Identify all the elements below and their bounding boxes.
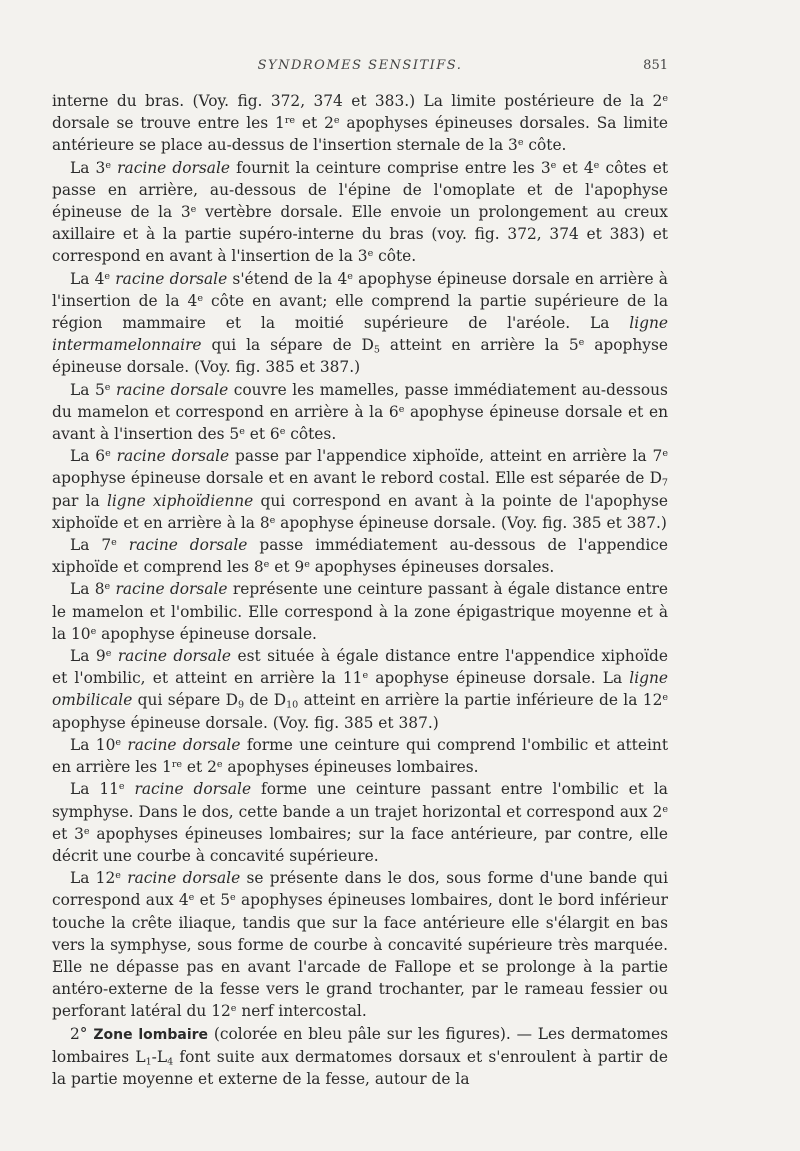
paragraph-racine-d9: La 9e racine dorsale est située à égale distance entre l'appendice xiphoïde et l'ombilic, et atteint en arrière la 11e apophyse épineuse dorsale. La ligne ombilicale qui sépare $D_9$ de $D_{10}$ atteint en arrière la partie inférieure de la 12e apophyse épineuse dorsale. (Voy. fig. 385 et 387.): [52, 647, 669, 732]
page-number: 851: [643, 58, 668, 73]
paragraph-racine-d12: La 12e racine dorsale se présente dans le dos, sous forme d'une bande qui correspond aux 4e et 5e apophyses épineuses lombaires, dont le bord inférieur touche la crête iliaque, tandis que sur la face antérieure elle s'élargit en bas vers la symphyse, sous forme de courbe à concavité supérieure très marquée. Elle ne dépasse pas en avant l'arcade de Fallope et se prolonge à la partie antéro-externe de la fesse vers le grand trochanter, par le rameau fessier ou perforant latéral du 12e nerf intercostal.: [52, 869, 668, 1021]
paragraph-continuation: interne du bras. (Voy. fig. 372, 374 et 383.) La limite postérieure de la 2e dorsale se trouve entre les 1re et 2e apophyses épineuses dorsales. Sa limite antérieure se place au-dessus de l'insertion sternale de la 3e côte.: [52, 92, 668, 155]
paragraph-racine-d7: La 7e racine dorsale passe immédiatement au-dessous de l'appendice xiphoïde et comprend les 8e et 9e apophyses épineuses dorsales.: [52, 536, 668, 577]
paragraph-racine-d8: La 8e racine dorsale représente une ceinture passant à égale distance entre le mamelon et l'ombilic. Elle correspond à la zone épigastrique moyenne et à la 10e apophyse épineuse dorsale.: [52, 580, 668, 643]
body-text: [52, 90, 668, 1090]
running-title: SYNDROMES SENSITIFS.: [257, 58, 463, 73]
paragraph-racine-d11: La 11e racine dorsale forme une ceinture passant entre l'ombilic et la symphyse. Dans le dos, cette bande a un trajet horizontal et correspond aux 2e et 3e apophyses épineuses lombaires; sur la face antérieure, par contre, elle décrit une courbe à concavité supérieure.: [52, 780, 668, 865]
paragraph-racine-d5: La 5e racine dorsale couvre les mamelles, passe immédiatement au-dessous du mamelon et correspond en arrière à la 6e apophyse épineuse dorsale et en avant à l'insertion des 5e et 6e côtes.: [52, 380, 669, 444]
paragraph-racine-d4: La 4e racine dorsale s'étend de la 4e apophyse épineuse dorsale en arrière à l'insertion de la 4e côte en avant; elle comprend la partie supérieure de la région mammaire et la moitié supérieure de l'aréole. La ligne intermamelonnaire qui la sépare de $D_5$ atteint en arrière la 5e apophyse épineuse dorsale. (Voy. fig. 385 et 387.): [52, 269, 669, 377]
paragraph-racine-d3: La 3e racine dorsale fournit la ceinture comprise entre les 3e et 4e côtes et passe en arrière, au-dessous de l'épine de l'omoplate et de l'apophyse épineuse de la 3e vertèbre dorsale. Elle envoie un prolongement au creux axillaire et à la partie supéro-interne du bras (voy. fig. 372, 374 et 383) et correspond en avant à l'insertion de la 3e côte.: [52, 158, 669, 266]
paragraph-racine-d6: La 6e racine dorsale passe par l'appendice xiphoïde, atteint en arrière la 7e apophyse épineuse dorsale et en avant le rebord costal. Elle est séparée de $D_7$ par la ligne xiphoïdienne qui correspond en avant à la pointe de l'apophyse xiphoïde et en arrière à la 8e apophyse épineuse dorsale. (Voy. fig. 385 et 387.): [52, 447, 668, 532]
paragraph-zone-lombaire: 2° Zone lombaire (colorée en bleu pâle sur les figures). — Les dermatomes lombaires $L_1-L_4$ font suite aux dermatomes dorsaux et s'enroulent à partir de la partie moyenne et externe de la fesse, autour de la: [52, 1024, 668, 1088]
paragraph-racine-d10: La 10e racine dorsale forme une ceinture qui comprend l'ombilic et atteint en arrière les 1re et 2e apophyses épineuses lombaires.: [52, 735, 668, 777]
page-header: [52, 58, 668, 82]
